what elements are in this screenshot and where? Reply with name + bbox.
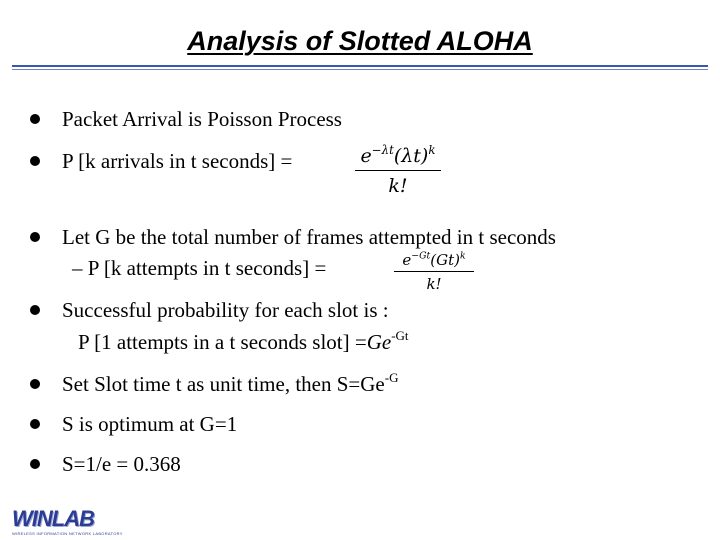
title-divider (12, 65, 708, 67)
bullet-dot-icon (30, 232, 40, 242)
poisson-G-formula (394, 249, 474, 296)
logo-tagline: WIRELESS INFORMATION NETWORK LABORATORY (12, 531, 123, 536)
success-probability-formula: Ge (366, 330, 392, 354)
formula-numerator-term: (Gt) (430, 251, 460, 269)
bullet-text: S is optimum at G=1 (62, 412, 238, 436)
formula-power: k (459, 250, 466, 262)
formula-denominator: k! (426, 275, 442, 293)
formula-numerator-base: e (402, 251, 412, 269)
bullet-dot-icon (30, 419, 40, 429)
bullet-dot-icon (30, 379, 40, 389)
formula-exponent: −λt (371, 142, 394, 157)
logo-wordmark: WINLAB (12, 506, 94, 531)
bullet-text: Successful probability for each slot is : (62, 298, 389, 322)
winlab-logo (12, 508, 123, 536)
poisson-lambda-formula (355, 142, 441, 201)
formula-numerator-term: (λt) (393, 145, 429, 167)
formula-power: k (428, 142, 436, 157)
formula-exponent: −Gt (411, 250, 431, 262)
success-probability-line (78, 327, 409, 357)
success-probability-exponent: -Gt (391, 327, 409, 343)
formula-denominator: k! (388, 175, 408, 197)
success-probability-prefix: P [1 attempts in a t seconds slot] = (78, 330, 367, 354)
bullet-exponent: -G (384, 369, 399, 385)
sub-bullet-k-attempts: – P [k attempts in t seconds] = (72, 256, 327, 280)
title-divider-secondary (12, 69, 708, 70)
bullet-dot-icon (30, 114, 40, 124)
bullet-dot-icon (30, 156, 40, 166)
bullet-text: Packet Arrival is Poisson Process (62, 107, 342, 131)
bullet-text: Set Slot time t as unit time, then S=Ge (62, 372, 385, 396)
bullet-dot-icon (30, 459, 40, 469)
bullet-text: P [k arrivals in t seconds] = (62, 149, 293, 173)
bullet-text: S=1/e = 0.368 (62, 452, 181, 476)
bullet-dot-icon (30, 305, 40, 315)
slide-title: Analysis of Slotted ALOHA (187, 26, 533, 56)
formula-numerator-base: e (360, 145, 372, 167)
bullet-text-line (62, 369, 398, 399)
bullet-text: Let G be the total number of frames attempted in t seconds (62, 225, 556, 249)
